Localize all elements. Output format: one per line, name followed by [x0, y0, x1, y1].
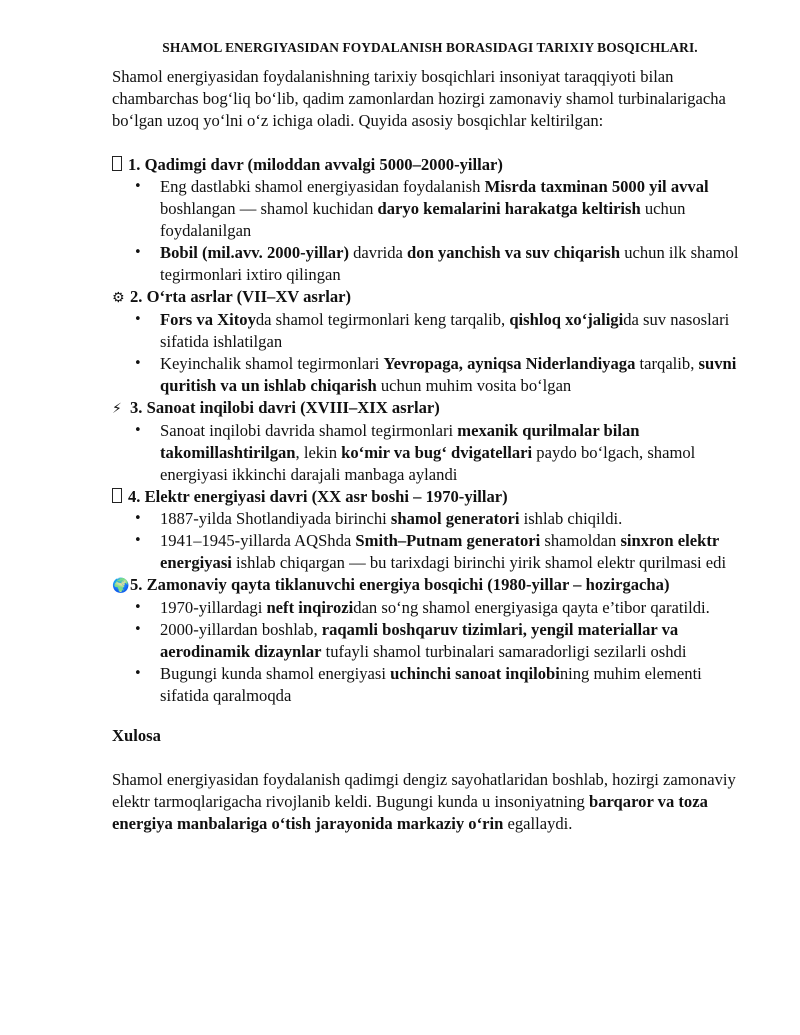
bold-text: uchinchi sanoat inqilobi	[390, 664, 560, 683]
text-run: Keyinchalik shamol tegirmonlari	[160, 354, 384, 373]
text-run: ishlab chiqildi.	[519, 509, 623, 528]
bold-text: Smith–Putnam generatori	[355, 531, 541, 550]
text-run: Bugungi kunda shamol energiyasi	[160, 664, 391, 683]
text-run: ning muhim elementi sifatida qaralmoqda	[160, 664, 702, 705]
globe-icon: 🌍	[112, 578, 130, 594]
text-run: egallaydi.	[503, 814, 573, 833]
bold-text: don yanchish va suv chiqarish	[407, 243, 621, 262]
section-heading	[112, 154, 752, 176]
bold-text: raqamli boshqaruv tizimlari, yengil materiallar va aerodinamik dizaynlar	[160, 620, 679, 661]
text-run: Sanoat inqilobi davrida shamol tegirmonlari	[160, 421, 458, 440]
list-item	[112, 508, 752, 530]
conclusion-heading: Xulosa	[112, 726, 161, 745]
text-run: Shamol energiyasidan foydalanish qadimgi dengiz sayohatlaridan boshlab, hozirgi zamonaviy elektr tarmoqlarigacha rivojlanib keldi. Bugungi kunda u insoniyatning	[112, 770, 736, 811]
bold-text: daryo kemalarini harakatga keltirish	[377, 199, 641, 218]
conclusion-paragraph	[112, 769, 752, 835]
document-title: SHAMOL ENERGIYASIDAN FOYDALANISH BORASIDAGI TARIXIY BOSQICHLARI.	[162, 40, 698, 55]
list-item	[112, 420, 752, 486]
list-item	[112, 309, 752, 353]
bold-text: sinxron elektr energiyasi	[160, 531, 719, 572]
bold-text: mexanik qurilmalar bilan takomillashtirilgan	[160, 421, 640, 462]
bold-text: barqaror va toza energiya manbalariga o‘tish jarayonida markaziy o‘rin	[112, 792, 708, 833]
document-page	[112, 40, 752, 835]
section-heading-text: 1. Qadimgi davr (miloddan avvalgi 5000–2000-yillar)	[128, 155, 503, 174]
text-run: paydo bo‘lgach, shamol energiyasi ikkinchi darajali manbaga aylandi	[160, 443, 696, 484]
bold-text: shamol generatori	[390, 509, 520, 528]
bold-text: qishloq xo‘jaligi	[509, 310, 624, 329]
section-heading	[112, 486, 752, 508]
list-item	[112, 176, 752, 242]
list-item	[112, 530, 752, 574]
bullet-list	[112, 309, 752, 397]
section-heading-text: 5. Zamonaviy qayta tiklanuvchi energiya bosqichi (1980-yillar – hozirgacha)	[130, 575, 670, 594]
list-item	[112, 597, 752, 619]
text-run: 1887-yilda Shotlandiyada birinchi	[160, 509, 391, 528]
list-item	[112, 353, 752, 397]
bold-text: ko‘mir va bug‘ dvigatellari	[341, 443, 533, 462]
box-icon	[112, 488, 122, 503]
bold-text: neft inqirozi	[266, 598, 354, 617]
bold-text: suvni quritish va un ishlab chiqarish	[160, 354, 737, 395]
section-heading	[112, 286, 752, 309]
text-run: dan so‘ng shamol energiyasiga qayta e’tibor qaratildi.	[353, 598, 710, 617]
list-item	[112, 663, 752, 707]
section-heading-text: 4. Elektr energiyasi davri (XX asr boshi – 1970-yillar)	[128, 487, 508, 506]
text-run: da suv nasoslari sifatida ishlatilgan	[160, 310, 730, 351]
section-heading-text: 2. O‘rta asrlar (VII–XV asrlar)	[130, 287, 352, 306]
text-run: Eng dastlabki shamol energiyasidan foydalanish	[160, 177, 485, 196]
bullet-list	[112, 420, 752, 486]
text-run: davrida	[348, 243, 408, 262]
text-run: uchun muhim vosita bo‘lgan	[376, 376, 572, 395]
text-run: da shamol tegirmonlari keng tarqalib,	[255, 310, 510, 329]
intro-paragraph: Shamol energiyasidan foydalanishning tarixiy bosqichlari insoniyat taraqqiyoti bilan chambarchas bog‘liq bo‘lib, qadim zamonlardan hozirgi zamonaviy shamol turbinalarigacha bo‘lgan uzoq yo‘lni o‘z ichiga oladi. Quyida asosiy bosqichlar keltirilgan:	[112, 67, 726, 130]
lightning-icon: ⚡	[112, 401, 122, 417]
text-run: 1941–1945-yillarda AQShda	[160, 531, 356, 550]
section-heading-text: 3. Sanoat inqilobi davri (XVIII–XIX asrlar)	[130, 398, 440, 417]
bold-text: Bobil (mil.avv. 2000-yillar)	[160, 243, 349, 262]
text-run: uchun ilk shamol tegirmonlari ixtiro qilingan	[160, 243, 739, 284]
list-item	[112, 619, 752, 663]
text-run: uchun foydalanilgan	[160, 199, 686, 240]
bullet-list	[112, 176, 752, 286]
text-run: tufayli shamol turbinalari samaradorligi sezilarli oshdi	[321, 642, 687, 661]
section-heading	[112, 397, 752, 420]
list-item	[112, 242, 752, 286]
gear-icon: ⚙	[112, 290, 125, 306]
bold-text: Misrda taxminan 5000 yil avval	[484, 177, 709, 196]
section-heading	[112, 574, 752, 597]
bold-text: Yevropaga, ayniqsa Niderlandiyaga	[383, 354, 636, 373]
bullet-list	[112, 508, 752, 574]
sections-container	[112, 154, 752, 707]
text-run: 2000-yillardan boshlab,	[160, 620, 322, 639]
box-icon	[112, 156, 122, 171]
text-run: 1970-yillardagi	[160, 598, 267, 617]
bold-text: Fors va Xitoy	[160, 310, 256, 329]
text-run: , lekin	[295, 443, 342, 462]
text-run: boshlangan — shamol kuchidan	[160, 199, 378, 218]
bullet-list	[112, 597, 752, 707]
text-run: shamoldan	[540, 531, 621, 550]
text-run: ishlab chiqargan — bu tarixdagi birinchi yirik shamol elektr qurilmasi edi	[231, 553, 727, 572]
text-run: tarqalib,	[635, 354, 699, 373]
